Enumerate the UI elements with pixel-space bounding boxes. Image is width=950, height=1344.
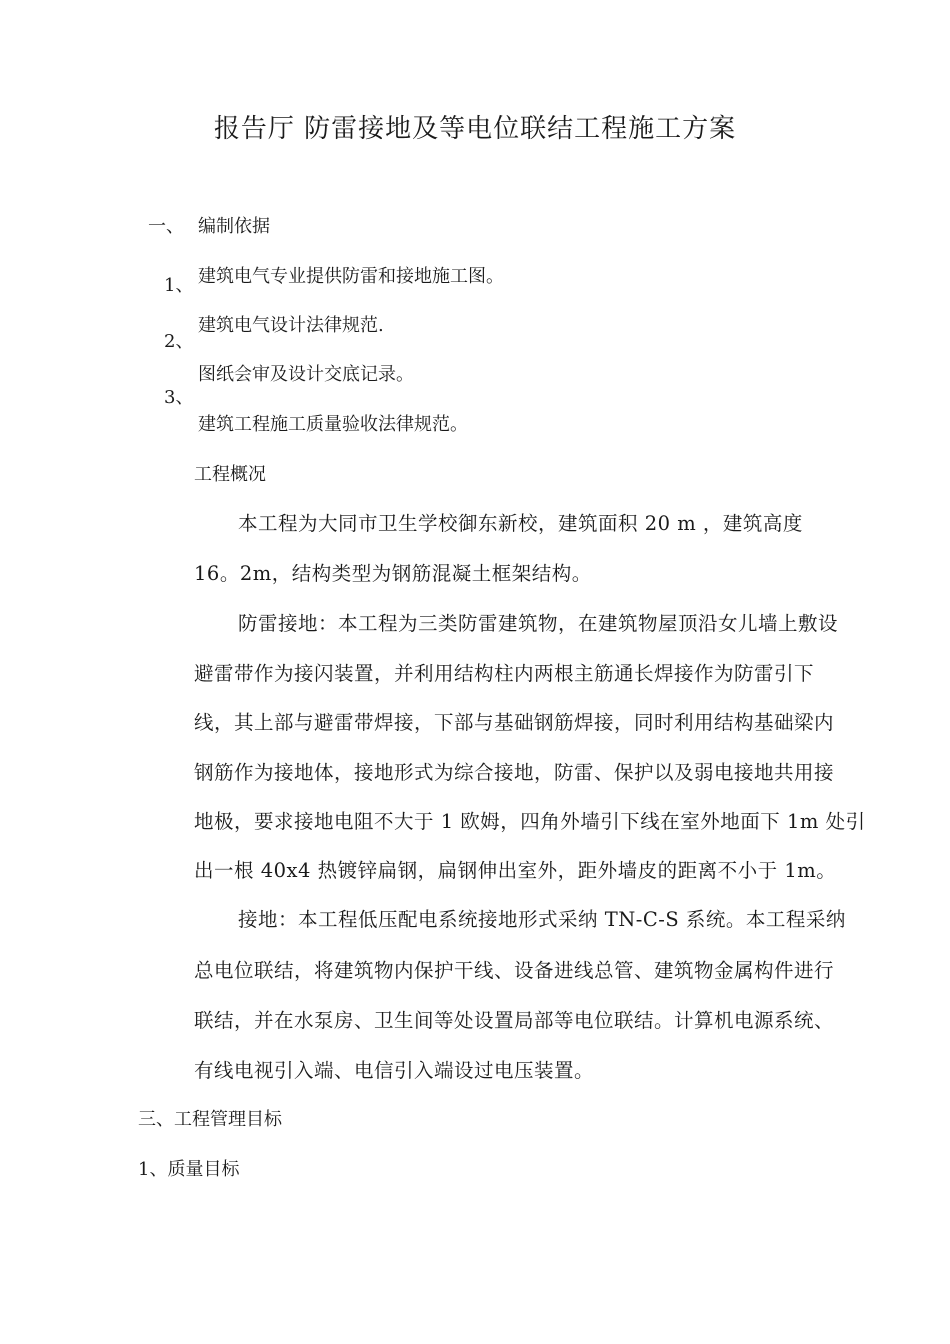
list-item-number: 3、 bbox=[164, 387, 194, 408]
paragraph-line: 接地：本工程低压配电系统接地形式采纳 TN-C-S 系统。本工程采纳 bbox=[238, 908, 846, 931]
paragraph-line: 本工程为大同市卫生学校御东新校，建筑面积 20 m ，建筑高度 bbox=[238, 512, 803, 535]
list-item: 建筑电气专业提供防雷和接地施工图。 bbox=[198, 266, 504, 287]
document-title: 报告厅 防雷接地及等电位联结工程施工方案 bbox=[213, 114, 737, 144]
section2-heading: 工程概况 bbox=[194, 464, 266, 485]
list-item-number: 1、 bbox=[164, 275, 194, 296]
section1-heading: 编制依据 bbox=[198, 216, 270, 237]
paragraph-line: 总电位联结，将建筑物内保护干线、设备进线总管、建筑物金属构件进行 bbox=[194, 959, 835, 982]
paragraph-line: 地极，要求接地电阻不大于 1 欧姆，四角外墙引下线在室外地面下 1m 处引 bbox=[194, 810, 866, 833]
paragraph-line: 防雷接地：本工程为三类防雷建筑物，在建筑物屋顶沿女儿墙上敷设 bbox=[238, 612, 839, 635]
paragraph-line: 联结，并在水泵房、卫生间等处设置局部等电位联结。计算机电源系统、 bbox=[194, 1009, 835, 1032]
paragraph-line: 避雷带作为接闪装置，并利用结构柱内两根主筋通长焊接作为防雷引下 bbox=[194, 662, 815, 685]
list-item: 建筑工程施工质量验收法律规范。 bbox=[198, 414, 468, 435]
paragraph-line: 钢筋作为接地体，接地形式为综合接地，防雷、保护以及弱电接地共用接 bbox=[194, 761, 835, 784]
list-item-number: 2、 bbox=[164, 331, 194, 352]
section3-subheading: 1、质量目标 bbox=[138, 1159, 240, 1180]
paragraph-line: 有线电视引入端、电信引入端设过电压装置。 bbox=[194, 1059, 595, 1082]
section3-heading: 三、工程管理目标 bbox=[138, 1109, 282, 1130]
paragraph-line: 出一根 40x4 热镀锌扁钢，扁钢伸出室外，距外墙皮的距离不小于 1m。 bbox=[194, 859, 837, 882]
section1-number: 一、 bbox=[148, 216, 184, 237]
list-item: 图纸会审及设计交底记录。 bbox=[198, 364, 414, 385]
paragraph-line: 16。2m，结构类型为钢筋混凝土框架结构。 bbox=[194, 562, 592, 585]
paragraph-line: 线，其上部与避雷带焊接，下部与基础钢筋焊接，同时利用结构基础梁内 bbox=[194, 711, 835, 734]
list-item: 建筑电气设计法律规范. bbox=[198, 315, 384, 336]
